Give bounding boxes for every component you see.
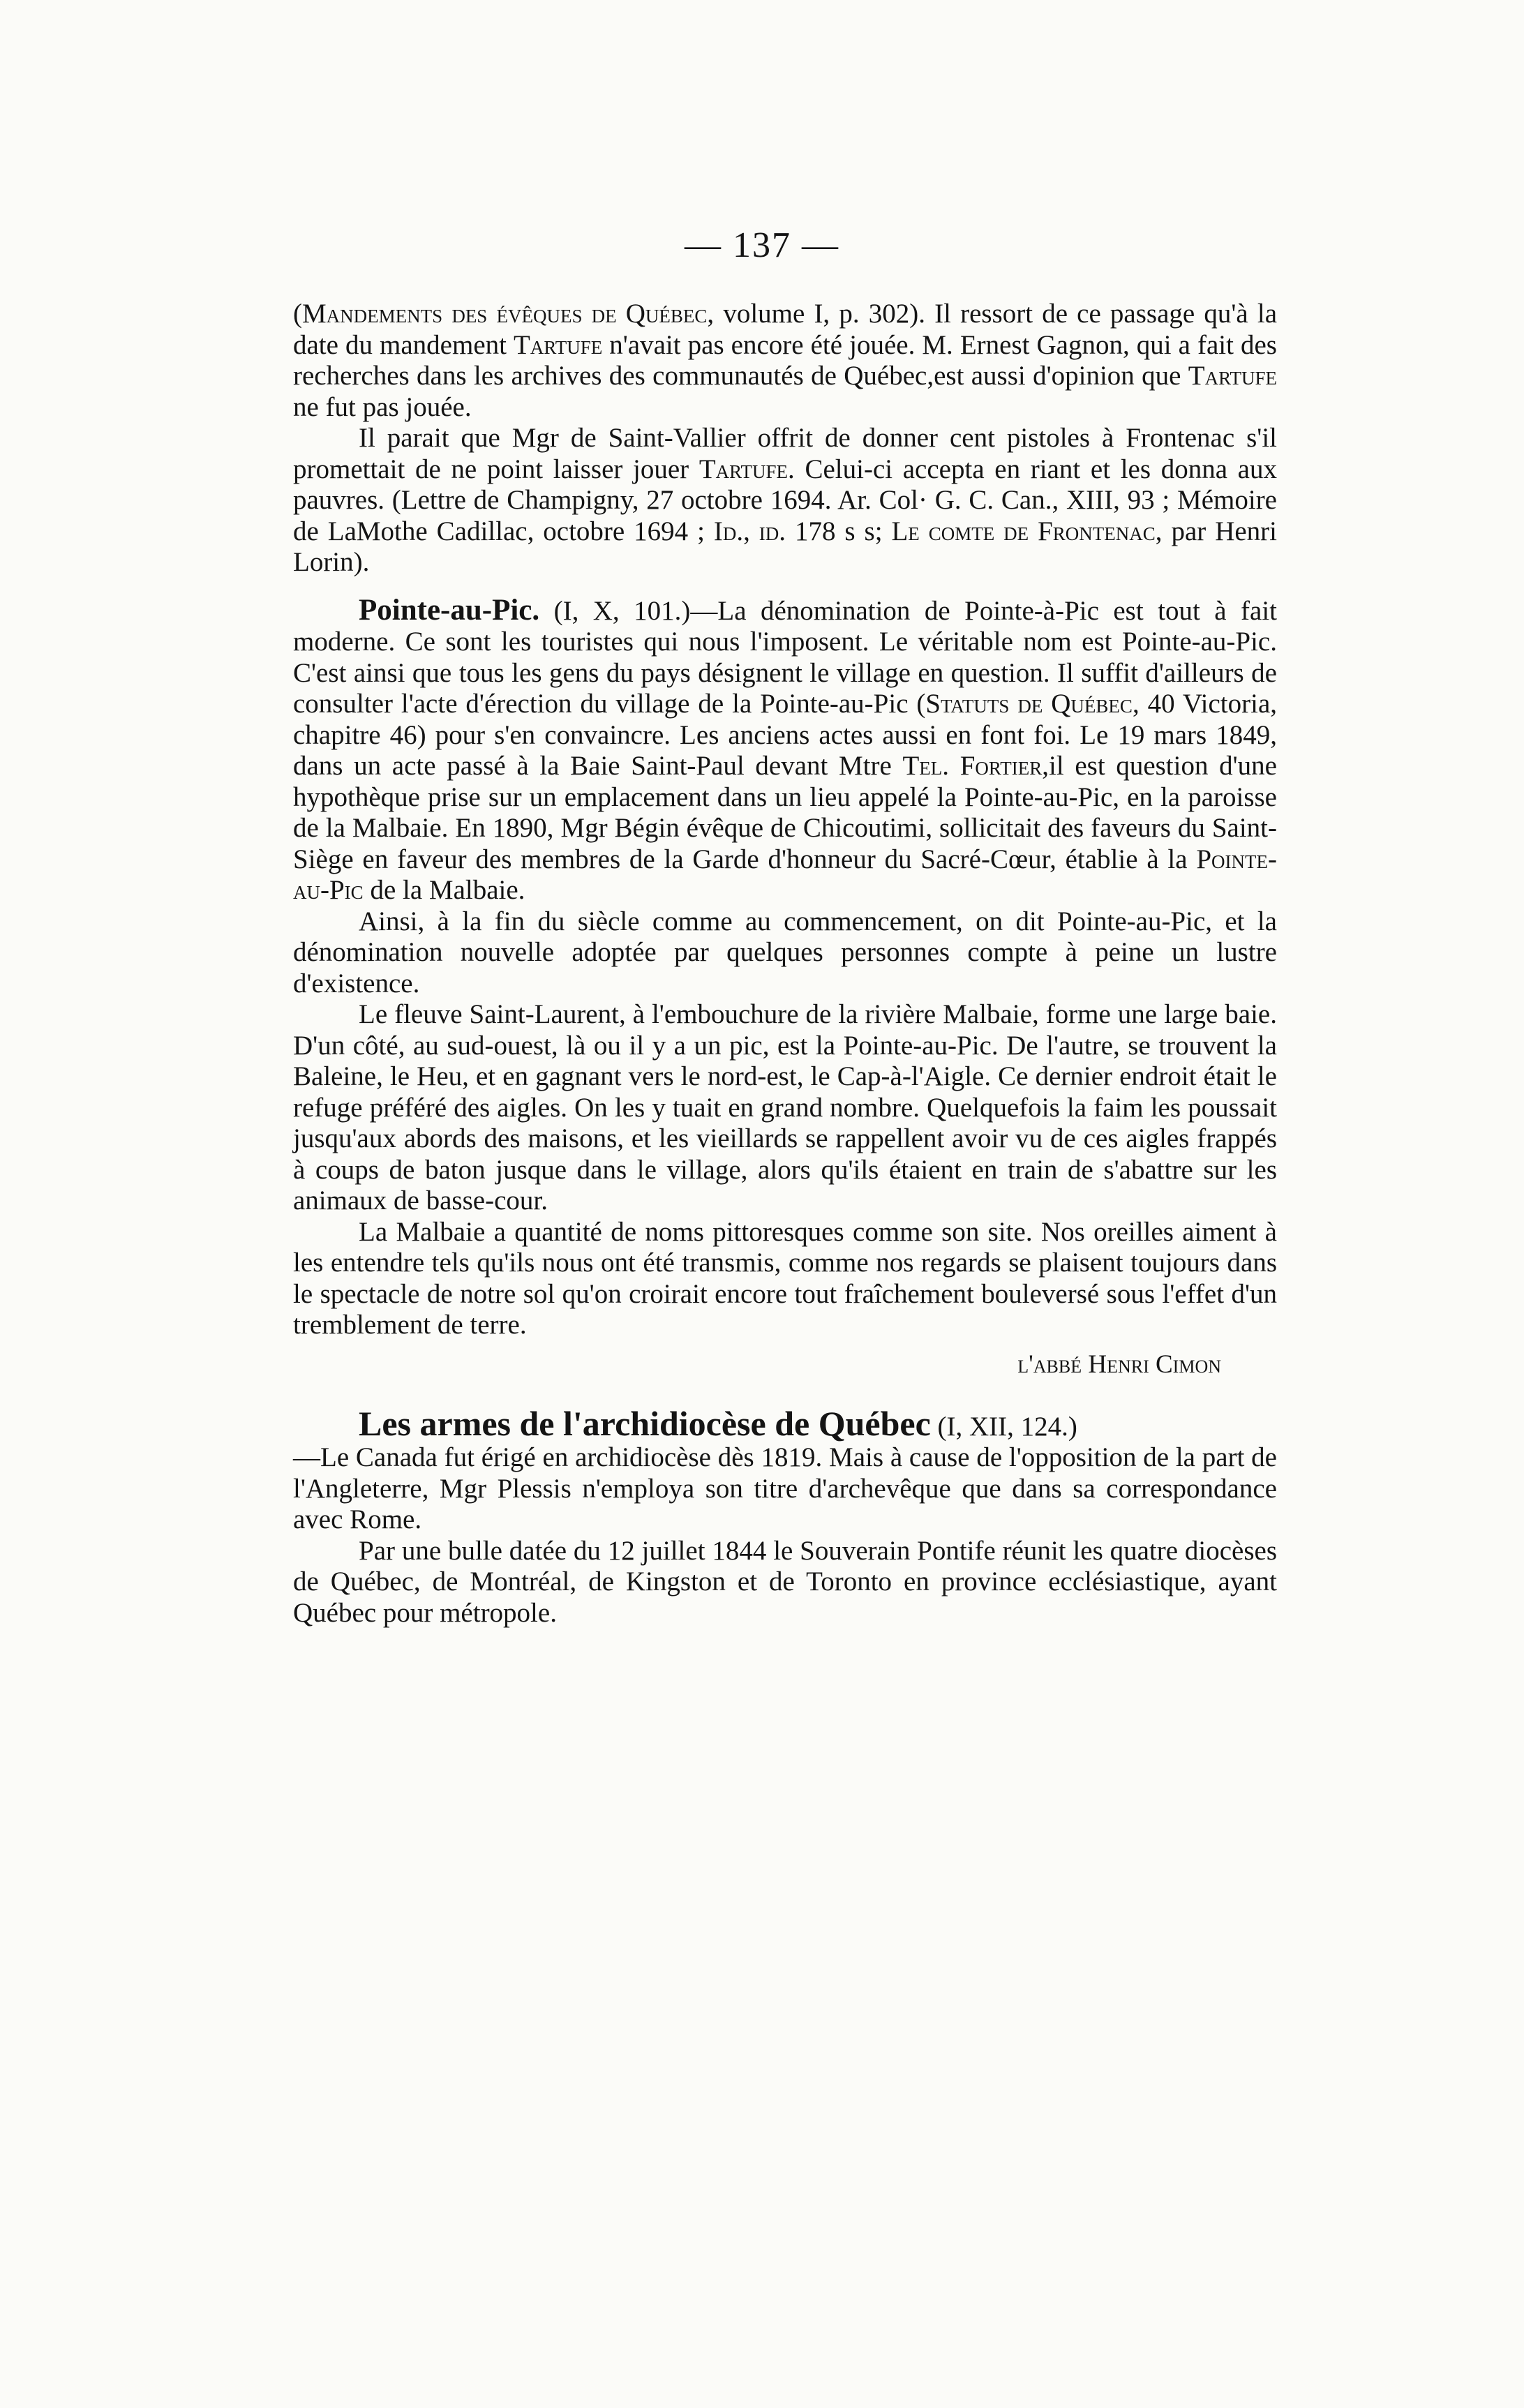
- statute-title: Statuts de Québec: [925, 689, 1133, 719]
- text-run: —La dénomination de Pointe-à-Pic est tout à fait moderne. Ce sont les touristes qui nous l'imposent. Le véritable nom est Pointe-au-Pic. C'est ainsi que tous les gens du pays désignent le village en question. Il suffit d'ailleurs de consulter l'acte d'érection du village de la Pointe-au-Pic (: [293, 595, 1277, 719]
- notary-name: Tel. Fortier: [902, 751, 1043, 781]
- text-run: de la Malbaie.: [363, 875, 525, 905]
- paragraph-tartufe-source: [293, 299, 1277, 423]
- entry-pointe-au-pic: [293, 595, 1277, 906]
- author-signature: l'abbé Henri Cimon: [1017, 1349, 1221, 1379]
- entry-title: Pointe-au-Pic.: [359, 593, 540, 627]
- source-title: Mandements des évêques de Québec: [302, 299, 708, 329]
- ibid-reference: Id., id.: [713, 516, 786, 546]
- text-run: —Le Canada fut érigé en archidiocèse dès 1819. Mais à cause de l'opposition de la part de l'Angleterre, Mgr Plessis n'employa son titre d'archevêque que dans sa correspondance avec Rome.: [293, 1442, 1277, 1534]
- entry-title: Les armes de l'archidiocèse de Québec: [359, 1403, 931, 1443]
- place-name: Pointe-au-Pic: [293, 844, 1277, 905]
- paragraph-ainsi: Ainsi, à la fin du siècle comme au commencement, on dit Pointe-au-Pic, et la dénomination nouvelle adoptée par quelques personnes compte à peine un lustre d'existence.: [293, 906, 1277, 999]
- text-run: 178 s s;: [786, 516, 892, 546]
- text-run: , par Henri Lorin).: [293, 516, 1277, 577]
- entry-reference: (I, XII, 124.): [930, 1411, 1077, 1442]
- text-run: , 40 Victoria, chapitre 46) pour s'en convaincre. Les anciens actes aussi en font foi. Le 19 mars 1849, dans un acte passé à la Baie Saint-Paul devant Mtre: [293, 689, 1278, 781]
- text-run: ne fut pas jouée.: [293, 391, 472, 422]
- text-run: . Celui-ci accepta en riant et les donna aux pauvres. (Lettre de Champigny, 27 octobre 1694. Ar. Col· G. C. Can., XIII, 93 ; Mémoire de LaMothe Cadillac, octobre 1694 ;: [293, 454, 1277, 546]
- book-title: Le comte de Frontenac: [891, 516, 1156, 546]
- text-run: n'avait pas encore été jouée. M. Ernest Gagnon, qui a fait des recherches dans les archives des communautés de Québec,est aussi d'opinion que: [293, 329, 1277, 391]
- text-run: ,il est question d'une hypothèque prise sur un emplacement dans un lieu appelé la Pointe-au-Pic, en la paroisse de la Malbaie. En 1890, Mgr Bégin évêque de Chicoutimi, sollicitait des faveurs du Saint-Siège en faveur des membres de la Garde d'honneur du Sacré-Cœur, établie à la: [293, 751, 1277, 874]
- play-title: Tartufe: [1188, 361, 1277, 391]
- paragraph-saint-vallier: [293, 423, 1277, 578]
- play-title: Tartufe: [514, 329, 603, 360]
- text-column: [293, 299, 1277, 1629]
- text-run: , volume I, p. 302). Il ressort de ce passage qu'à la date du mandement: [293, 299, 1277, 360]
- paragraph-bulle: Par une bulle datée du 12 juillet 1844 le Souverain Pontife réunit les quatre diocèses de Québec, de Montréal, de Kingston et de Toronto en province ecclésiastique, ayant Québec pour métropole.: [293, 1535, 1277, 1628]
- text-run: Il parait que Mgr de Saint-Vallier offrit de donner cent pistoles à Frontenac s'il promettait de ne point laisser jouer: [293, 423, 1277, 484]
- text-run: (: [293, 299, 302, 329]
- entry-reference: (I, X, 101.): [539, 595, 691, 626]
- paragraph-malbaie: La Malbaie a quantité de noms pittoresques comme son site. Nos oreilles aiment à les entendre tels qu'ils nous ont été transmis, comme nos regards se plaisent toujours dans le spectacle de notre sol qu'on croirait encore tout fraîchement bouleversé sous l'effet d'un tremblement de terre.: [293, 1216, 1277, 1340]
- paragraph-fleuve: Le fleuve Saint-Laurent, à l'embouchure de la rivière Malbaie, forme une large baie. D'un côté, au sud-ouest, là ou il y a un pic, est la Pointe-au-Pic. De l'autre, se trouvent la Baleine, le Heu, et en gagnant vers le nord-est, le Cap-à-l'Aigle. Ce dernier endroit était le refuge préféré des aigles. On les y tuait en grand nombre. Quelquefois la faim les poussait jusqu'aux abords des maisons, et les vieillards se rappellent avoir vu de ces aigles frappés à coups de baton jusque dans le village, alors qu'ils étaient en train de s'abattre sur les animaux de basse-cour.: [293, 999, 1277, 1216]
- entry-armes-archidiocese: [293, 1403, 1277, 1536]
- play-title: Tartufe: [698, 454, 789, 484]
- page-number: — 137 —: [685, 225, 839, 265]
